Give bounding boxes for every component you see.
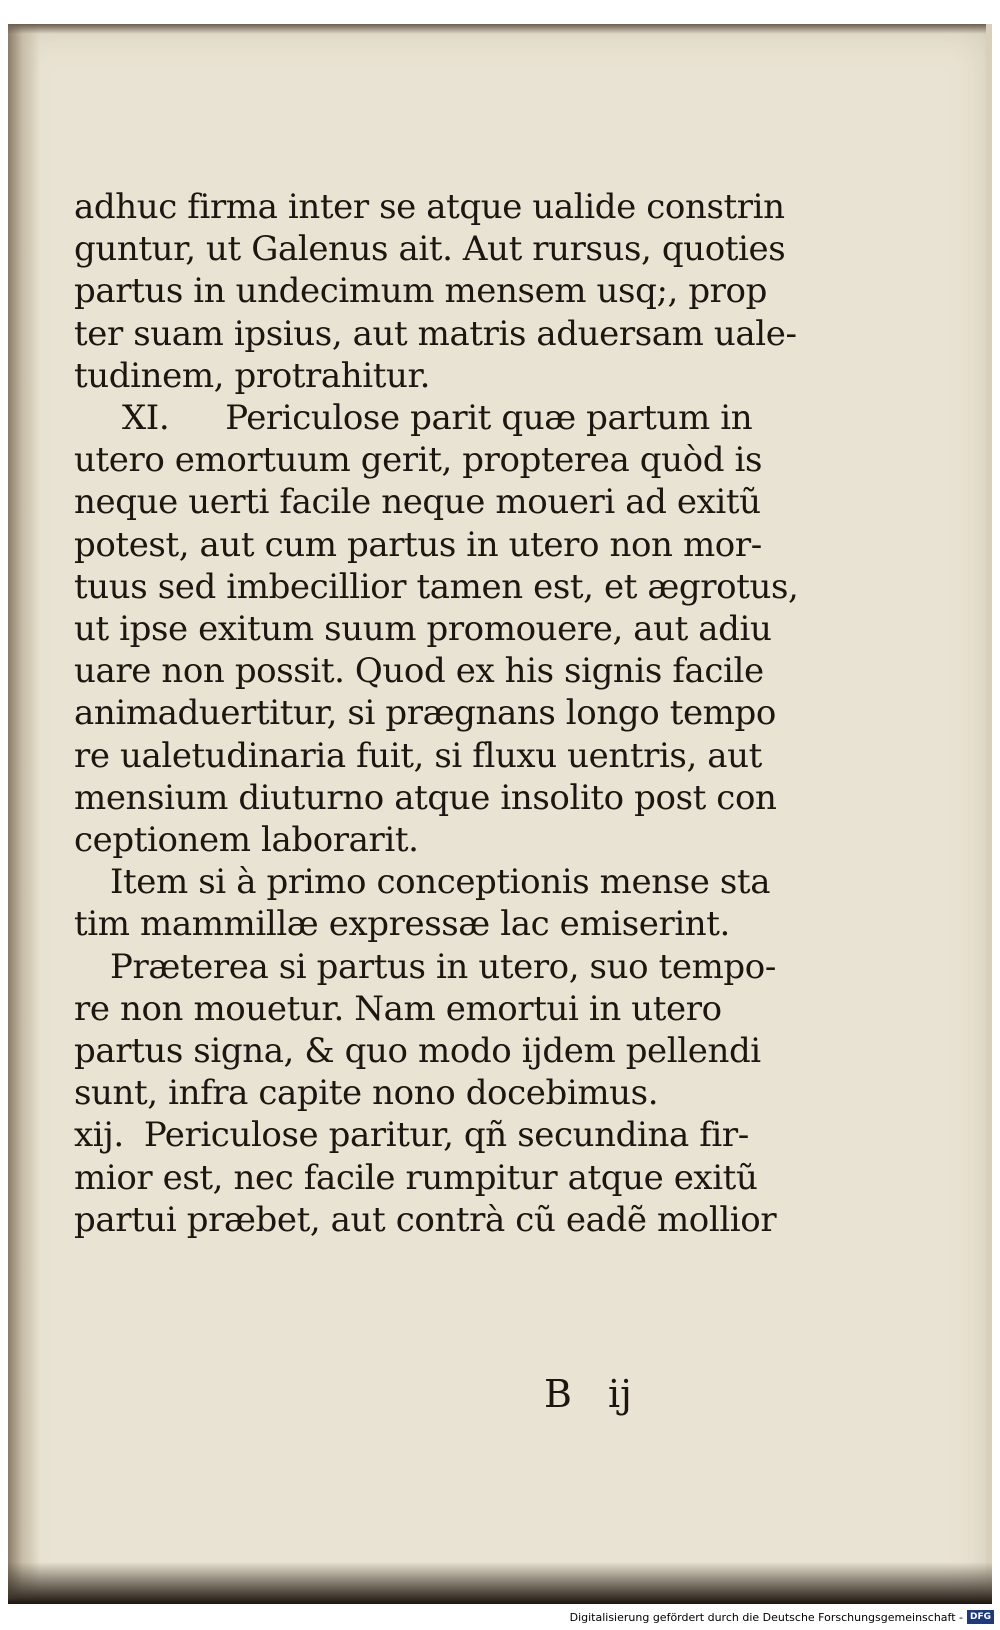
dfg-logo: DFG (967, 1610, 994, 1624)
text-line: ceptionem laborarit. (74, 820, 419, 861)
text-line: neque uerti facile neque moueri ad exitũ (74, 482, 761, 523)
text-line: partus in undecimum mensem usq;, prop (74, 271, 767, 312)
text-line: re ualetudinaria fuit, si fluxu uentris, aut (74, 735, 762, 776)
paragraph-first-line: Item si à primo conceptionis mense sta (110, 862, 771, 903)
book-page (8, 24, 992, 1604)
section-xi-heading-line (74, 397, 764, 439)
text-line: mensium diuturno atque insolito post con (74, 777, 777, 818)
spine-shadow (8, 24, 40, 1604)
signature-letter: B (544, 1372, 572, 1416)
section-numeral: xij. (74, 1115, 124, 1156)
text-line: re non mouetur. Nam emortui in utero (74, 988, 722, 1029)
text-line: uare non possit. Quod ex his signis facile (74, 651, 764, 692)
section-first-line: Periculose paritur, qñ secundina fir- (143, 1115, 749, 1156)
text-line: adhuc firma inter se atque ualide constrin (74, 187, 785, 227)
text-line: utero emortuum gerit, propterea quòd is (74, 440, 763, 481)
text-line: ter suam ipsius, aut matris aduersam uale- (74, 313, 797, 354)
text-line: animaduertitur, si prægnans longo tempo (74, 693, 776, 734)
text-line: tuus sed imbecillior tamen est, et ægrotus, (74, 566, 799, 607)
text-line: partus signa, & quo modo ijdem pellendi (74, 1031, 761, 1072)
text-line: mior est, nec facile rumpitur atque exitũ (74, 1157, 758, 1198)
page-text (74, 186, 799, 1241)
footer-credit: Digitalisierung gefördert durch die Deutsche Forschungsgemeinschaft - (569, 1610, 963, 1624)
signature-mark (544, 1372, 632, 1416)
page-top-shadow (8, 24, 992, 34)
section-numeral: XI. (122, 398, 170, 439)
section-first-line: Periculose parit quæ partum in (225, 398, 753, 439)
text-line: tim mammillæ expressæ lac emiserint. (74, 904, 730, 945)
paragraph-first-line: Præterea si partus in utero, suo tempo- (110, 946, 776, 987)
page-bottom-edge (8, 1562, 992, 1604)
signature-number: ij (607, 1372, 632, 1416)
text-line: ut ipse exitum suum promouere, aut adiu (74, 609, 772, 650)
page-edge (986, 24, 992, 1604)
text-line: potest, aut cum partus in utero non mor- (74, 524, 762, 565)
section-xii-heading-line (74, 1114, 764, 1156)
text-line: sunt, infra capite nono docebimus. (74, 1073, 659, 1114)
text-line: tudinem, protrahitur. (74, 355, 431, 396)
digitization-footer (570, 1608, 994, 1626)
text-line: partui præbet, aut contrà cũ eadẽ mollior (74, 1199, 777, 1240)
text-line: guntur, ut Galenus ait. Aut rursus, quoties (74, 229, 786, 270)
